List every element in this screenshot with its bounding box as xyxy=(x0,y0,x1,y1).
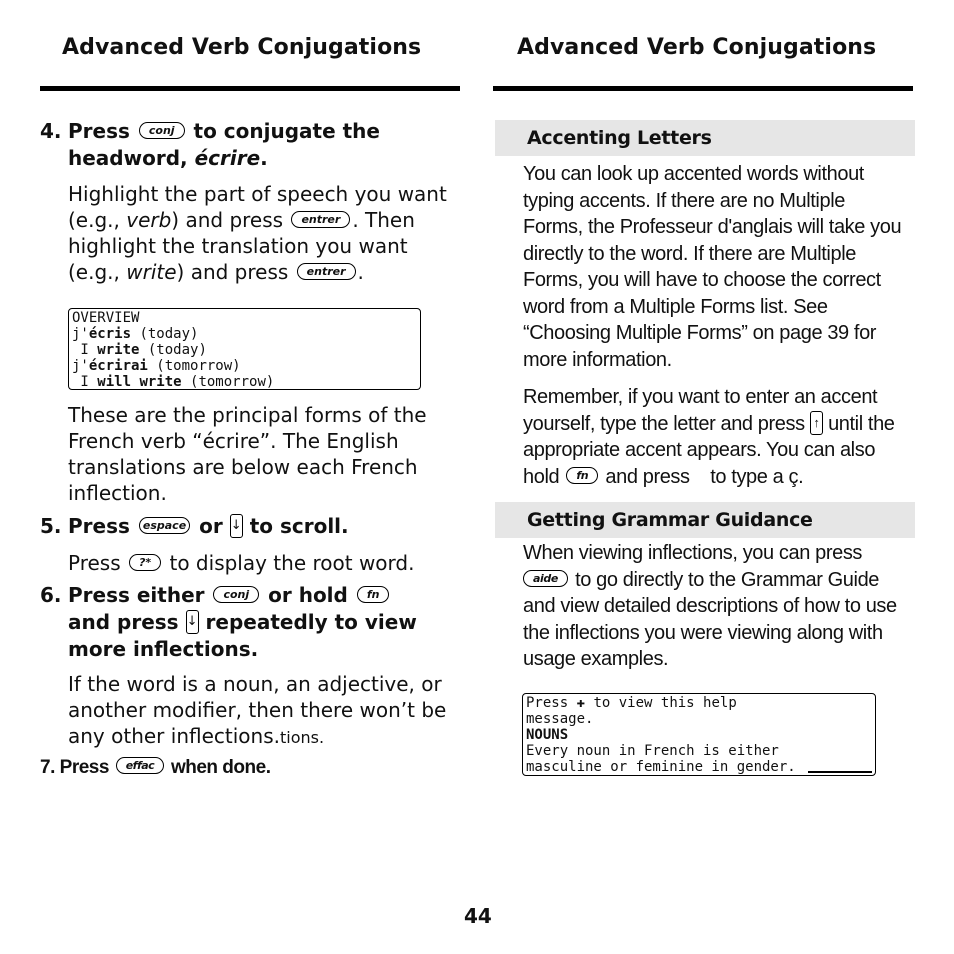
device-screen-help xyxy=(522,693,876,776)
section-title-accenting: Accenting Letters xyxy=(527,127,712,149)
plus-circle-icon: ✚ xyxy=(576,695,586,711)
fn-key-icon: fn xyxy=(566,467,598,484)
step-4: 4. Press conj to conjugate the headword, écrire. xyxy=(40,119,380,170)
step-7: 7. Press effac when done. xyxy=(40,757,271,778)
screen-line: j'écris (today) xyxy=(72,326,199,342)
section-title-grammar: Getting Grammar Guidance xyxy=(527,509,813,531)
step-4-instructions: Highlight the part of speech you want (e.g., verb) and press entrer . Then highlight the translation you want (e.g., write) and press entrer . xyxy=(68,182,447,284)
accenting-paragraph-2: Remember, if you want to enter an accent yourself, type the letter and press ↑ until the appropriate accent appears. You can also hold fn and press to type a ç. xyxy=(523,386,895,488)
conj-key-icon: conj xyxy=(213,586,259,603)
section-bar-accenting xyxy=(495,120,915,156)
down-arrow-key-icon: ↓ xyxy=(186,610,199,634)
inflections-note: If the word is a noun, an adjective, or another modifier, then there won’t be any other inflections.tions. xyxy=(68,672,447,748)
left-header-rule xyxy=(40,86,460,91)
page-number: 44 xyxy=(464,904,492,928)
help-key-icon: ?* xyxy=(129,554,161,571)
down-arrow-key-icon: ↓ xyxy=(230,514,243,538)
accenting-paragraph-1: You can look up accented words without typing accents. If there are no Multiple Forms, the Professeur d'anglais will take you directly to the word. If there are Multiple Forms, you will have to choose the correct word from a Multiple Forms list. See “Choosing Multiple Forms” on page 39 for more information. xyxy=(523,163,902,371)
effac-key-icon: effac xyxy=(116,757,164,774)
headword: écrire xyxy=(194,146,261,170)
grammar-paragraph: When viewing inflections, you can press aide to go directly to the Grammar Guide and view detailed descriptions of how to use the inflections you were viewing along with usage examples. xyxy=(523,542,897,670)
fn-key-icon: fn xyxy=(357,586,390,603)
screen-line: Press ✚ to view this help xyxy=(526,695,737,711)
step-number: 4. xyxy=(40,119,62,143)
principal-forms-paragraph: These are the principal forms of the French verb “écrire”. The English translations are below each French inflection. xyxy=(68,403,427,505)
screen-line: message. xyxy=(526,711,594,727)
espace-key-icon: espace xyxy=(139,517,190,534)
screen-line: I write (today) xyxy=(72,342,207,358)
device-screen-overview xyxy=(68,308,421,390)
screen-line: Every noun in French is either xyxy=(526,743,779,759)
entrer-key-icon: entrer xyxy=(291,211,350,228)
screen-line: NOUNS xyxy=(526,727,569,743)
entrer-key-icon: entrer xyxy=(297,263,356,280)
section-bar-grammar xyxy=(495,502,915,538)
screen-line: j'écrirai (tomorrow) xyxy=(72,358,241,374)
screen-line: OVERVIEW xyxy=(72,310,140,326)
step-6: 6. Press either conj or hold fn and press ↓ repeatedly to view more inflections. xyxy=(40,583,417,661)
up-arrow-key-icon: ↑ xyxy=(810,411,823,435)
screen-cursor-line xyxy=(808,771,872,773)
right-header-rule xyxy=(493,86,913,91)
left-page-title: Advanced Verb Conjugations xyxy=(62,35,422,60)
aide-key-icon: aide xyxy=(523,570,568,587)
step-5: 5. Press espace or ↓ to scroll. xyxy=(40,514,349,538)
conj-key-icon: conj xyxy=(139,122,185,139)
screen-line: I will write (tomorrow) xyxy=(72,374,275,390)
root-word-instruction: Press ?* to display the root word. xyxy=(68,551,415,575)
right-page-title: Advanced Verb Conjugations xyxy=(517,35,877,60)
screen-line: masculine or feminine in gender. xyxy=(526,759,796,775)
